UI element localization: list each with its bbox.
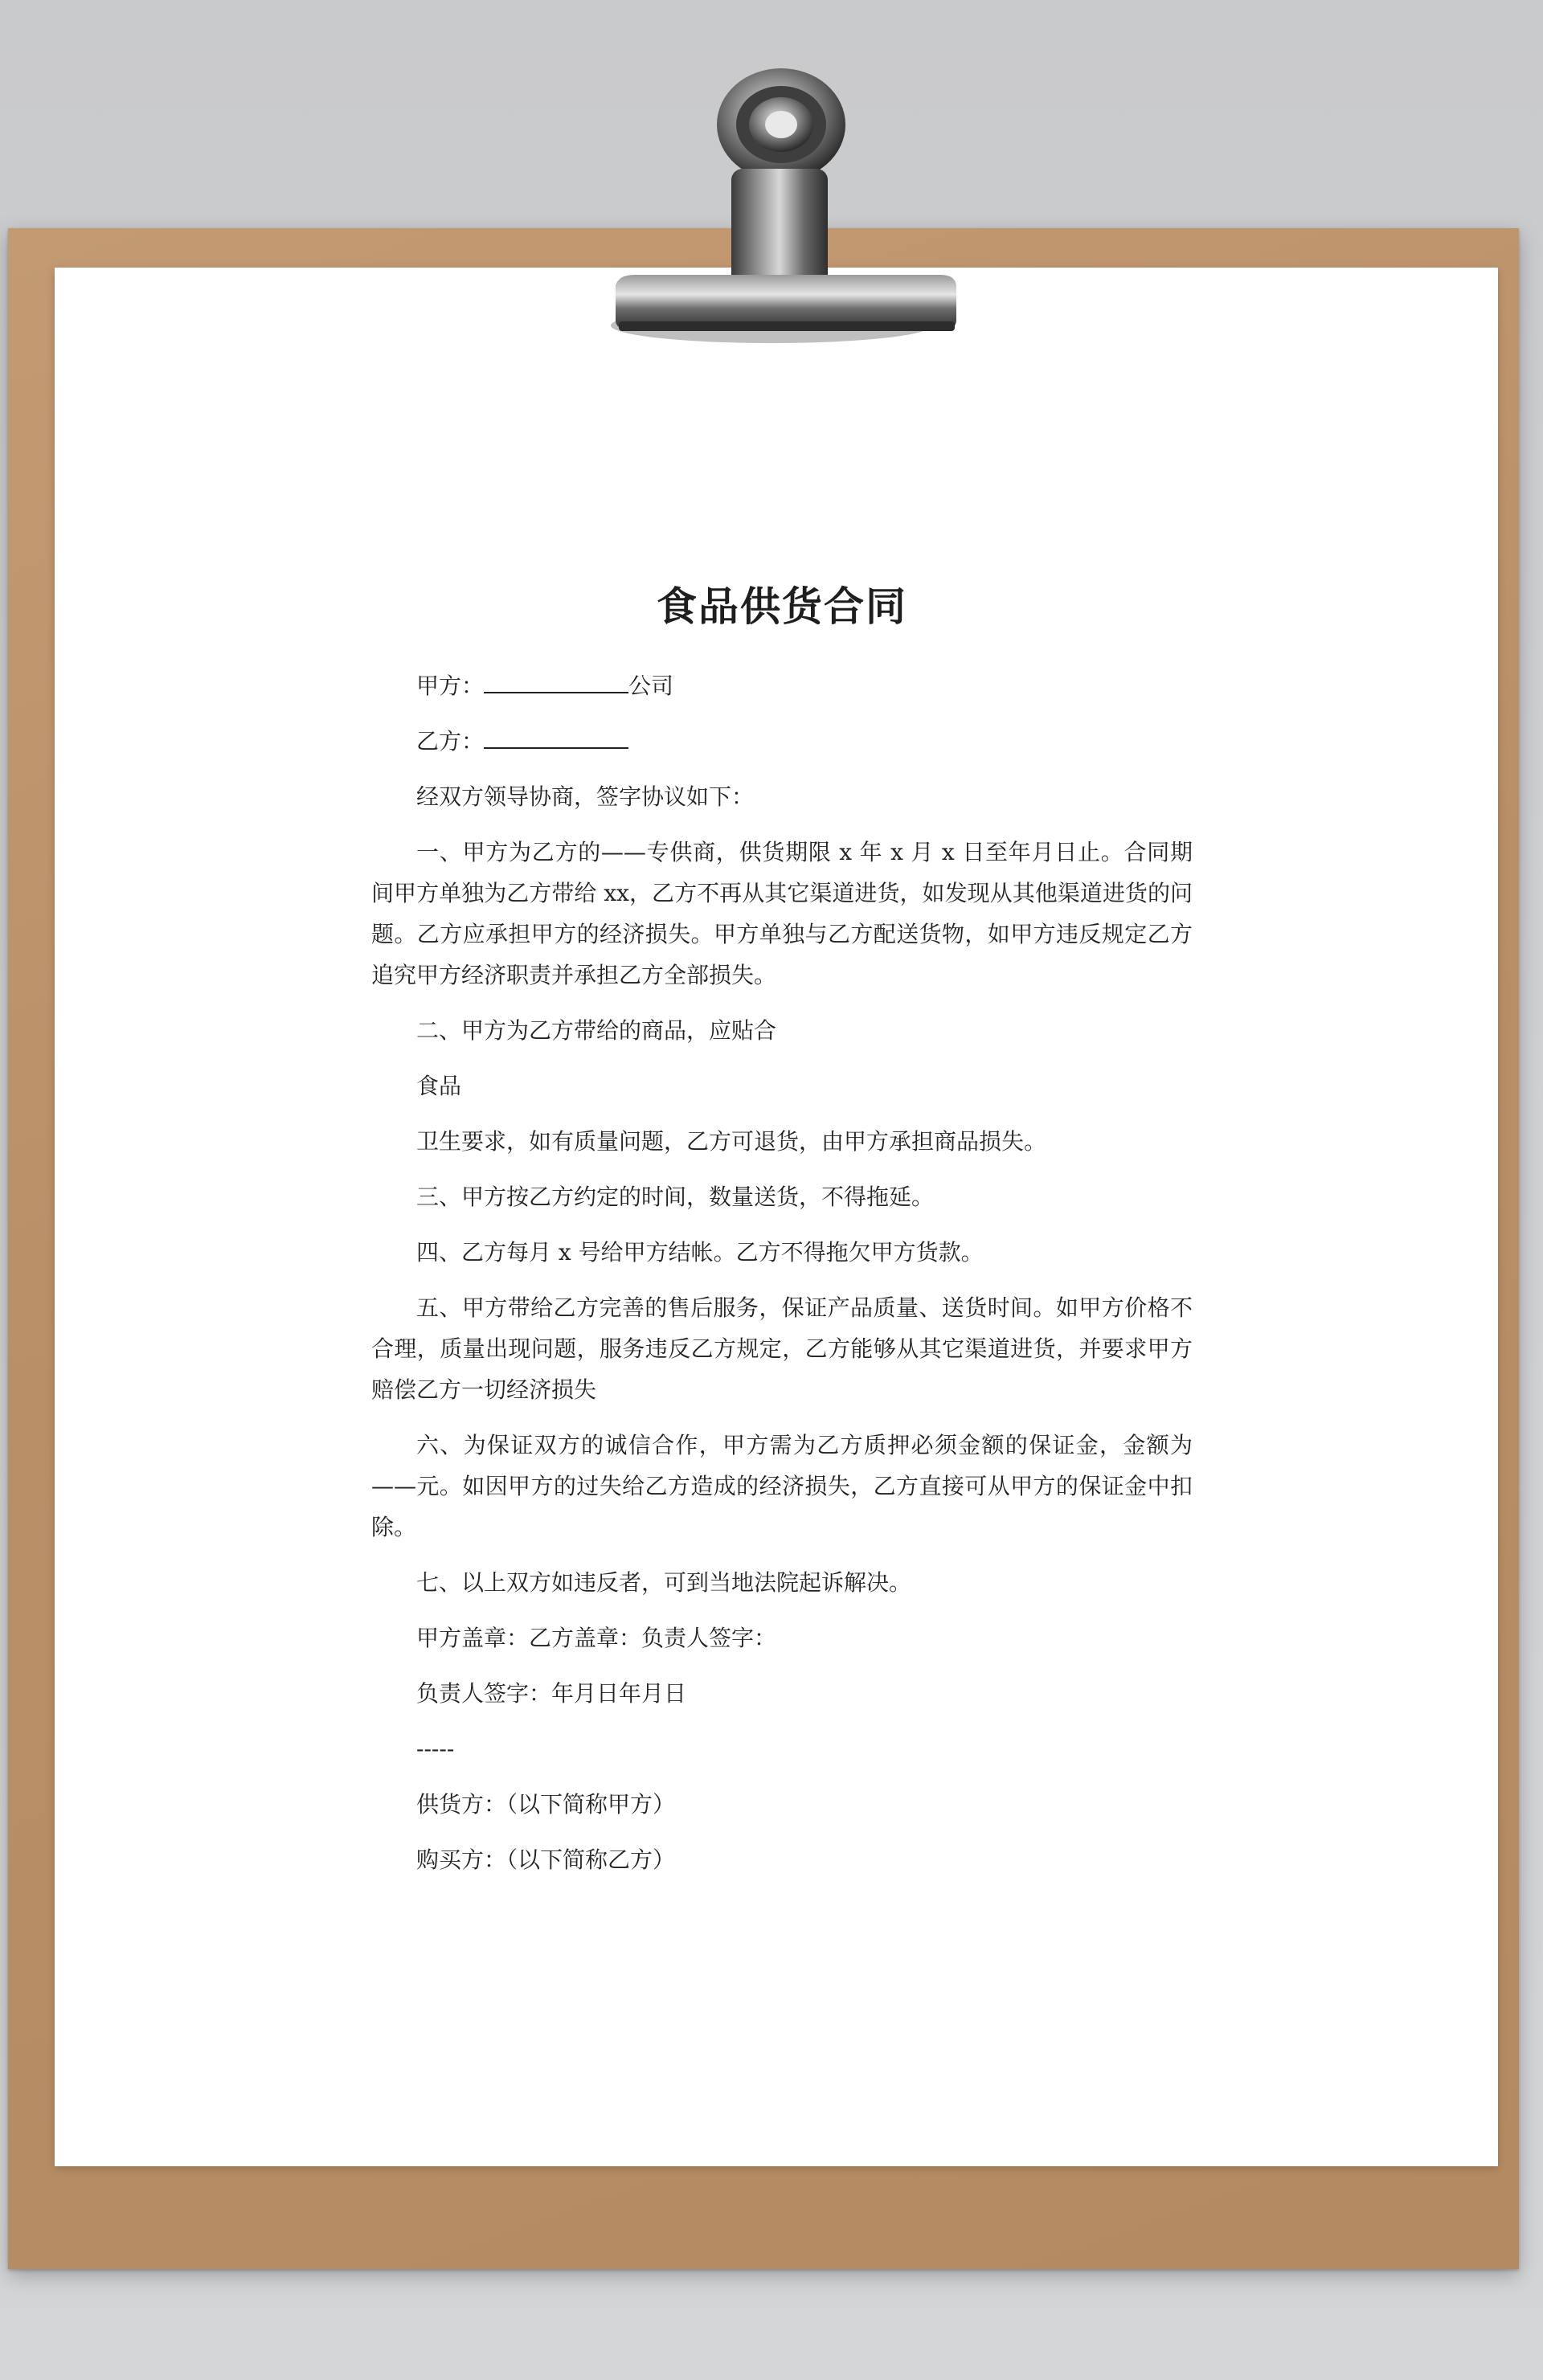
clause-4: 四、乙方每月 x 号给甲方结帐。乙方不得拖欠甲方货款。: [416, 1239, 984, 1266]
intro-paragraph: 经双方领导协商，签字协议如下：: [416, 783, 755, 810]
party-a-line: [371, 665, 1193, 706]
party-a-suffix: 公司: [628, 673, 674, 699]
seal-line: 甲方盖章：乙方盖章：负责人签字：: [416, 1625, 777, 1651]
clause-3: 三、甲方按乙方约定的时间，数量送货，不得拖延。: [416, 1184, 935, 1210]
clause-1: 一、甲方为乙方的——专供商，供货期限 x 年 x 月 x 日至年月日止。合同期间甲方单独为乙方带给 xx，乙方不再从其它渠道进货，如发现从其他渠道进货的问题。乙方应承担甲方的经济损失。甲方单独与乙方配送货物，如甲方违反规定乙方追究甲方经济职责并承担乙方全部损失。: [371, 839, 1193, 988]
clause-2c: 卫生要求，如有质量问题，乙方可退货，由甲方承担商品损失。: [416, 1128, 1047, 1155]
party-b-label: 乙方：: [416, 728, 485, 754]
clause-2a: 二、甲方为乙方带给的商品，应贴合: [416, 1017, 777, 1044]
contract-document: [371, 579, 1193, 1895]
clause-5: 五、甲方带给乙方完善的售后服务，保证产品质量、送货时间。如甲方价格不合理，质量出现问题，服务违反乙方规定，乙方能够从其它渠道进货，并要求甲方赔偿乙方一切经济损失: [371, 1294, 1193, 1403]
party-a-label: 甲方：: [416, 673, 485, 699]
clause-7: 七、以上双方如违反者，可到当地法院起诉解决。: [416, 1569, 912, 1596]
buyer-line: 购买方：（以下简称乙方）: [416, 1846, 676, 1873]
sign-line: 负责人签字：年月日年月日: [416, 1680, 687, 1707]
document-title: 食品供货合同: [657, 583, 907, 630]
binder-clip-icon: [563, 48, 964, 370]
party-b-line: [371, 721, 1193, 762]
party-a-blank: [484, 668, 628, 693]
divider-line: -----: [416, 1736, 455, 1762]
clause-6: 六、为保证双方的诚信合作，甲方需为乙方质押必须金额的保证金，金额为——元。如因甲方的过失给乙方造成的经济损失，乙方直接可从甲方的保证金中扣除。: [371, 1432, 1193, 1540]
clause-2b: 食品: [416, 1073, 462, 1099]
party-b-blank: [484, 723, 628, 749]
supplier-line: 供货方：（以下简称甲方）: [416, 1791, 676, 1818]
